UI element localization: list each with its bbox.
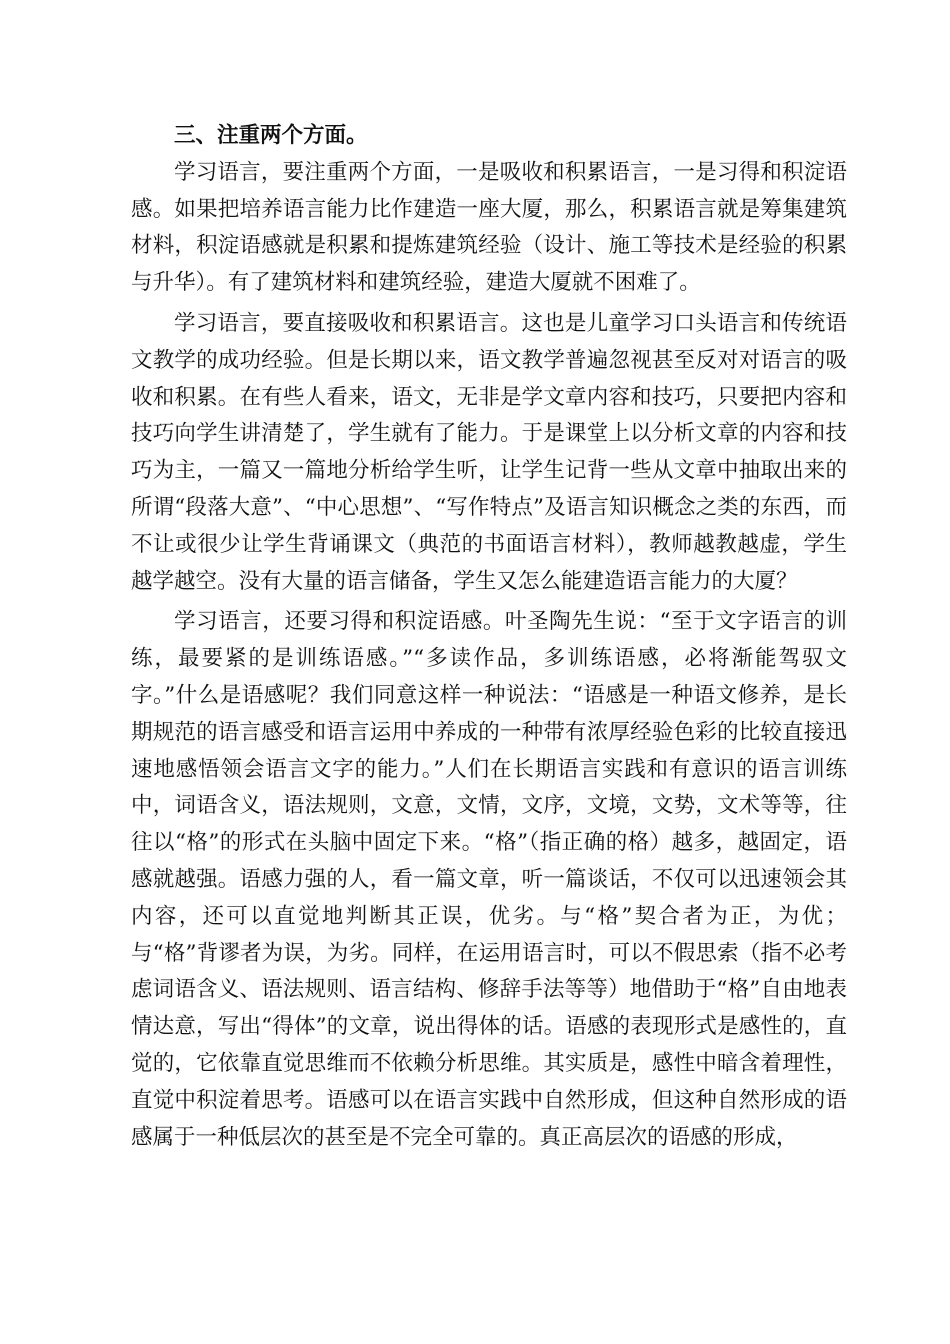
paragraph-3: 学习语言，还要习得和积淀语感。叶圣陶先生说：“至于文字语言的训练，最要紧的是训练语感。”“多读作品，多训练语感，必将渐能驾驭文字。”什么是语感呢？我们同意这样一种说法：“语感是一种语文修养，是长期规范的语言感受和语言运用中养成的一种带有浓厚经验色彩的比较直接迅速地感悟领会语言文字的能力。”人们在长期语言实践和有意识的语言训练中，词语含义，语法规则，文意，文情，文序，文境，文势，文术等等，往往以“格”的形式在头脑中固定下来。“格”（指正确的格）越多，越固定，语感就越强。语感力强的人，看一篇文章，听一篇谈话，不仅可以迅速领会其内容，还可以直觉地判断其正误，优劣。与“格”契合者为正，为优；与“格”背谬者为误，为劣。同样，在运用语言时，可以不假思索（指不必考虑词语含义、语法规则、语言结构、修辞手法等等）地借助于“格”自由地表情达意，写出“得体”的文章，说出得体的话。语感的表现形式是感性的，直觉的，它依靠直觉思维而不依赖分析思维。其实质是，感性中暗含着理性，直觉中积淀着思考。语感可以在语言实践中自然形成，但这种自然形成的语感属于一种低层次的甚至是不完全可靠的。真正高层次的语感的形成， (131, 609, 847, 1150)
section-heading: 三、注重两个方面。 (174, 123, 368, 148)
paragraph-2: 学习语言，要直接吸收和积累语言。这也是儿童学习口头语言和传统语文教学的成功经验。但是长期以来，语文教学普遍忽视甚至反对对语言的吸收和积累。在有些人看来，语文，无非是学文章内容和技巧，只要把内容和技巧向学生讲清楚了，学生就有了能力。于是课堂上以分析文章的内容和技巧为主，一篇又一篇地分析给学生听，让学生记背一些从文章中抽取出来的所谓“段落大意”、“中心思想”、“写作特点”及语言知识概念之类的东西，而不让或很少让学生背诵课文（典范的书面语言材料），教师越教越虚，学生越学越空。没有大量的语言储备，学生又怎么能建造语言能力的大厦？ (131, 310, 847, 594)
document-body (131, 118, 847, 1156)
paragraph-1: 学习语言，要注重两个方面，一是吸收和积累语言，一是习得和积淀语感。如果把培养语言能力比作建造一座大厦，那么，积累语言就是筹集建筑材料，积淀语感就是积累和提炼建筑经验（设计、施工等技术是经验的积累与升华）。有了建筑材料和建筑经验，建造大厦就不困难了。 (131, 159, 847, 296)
